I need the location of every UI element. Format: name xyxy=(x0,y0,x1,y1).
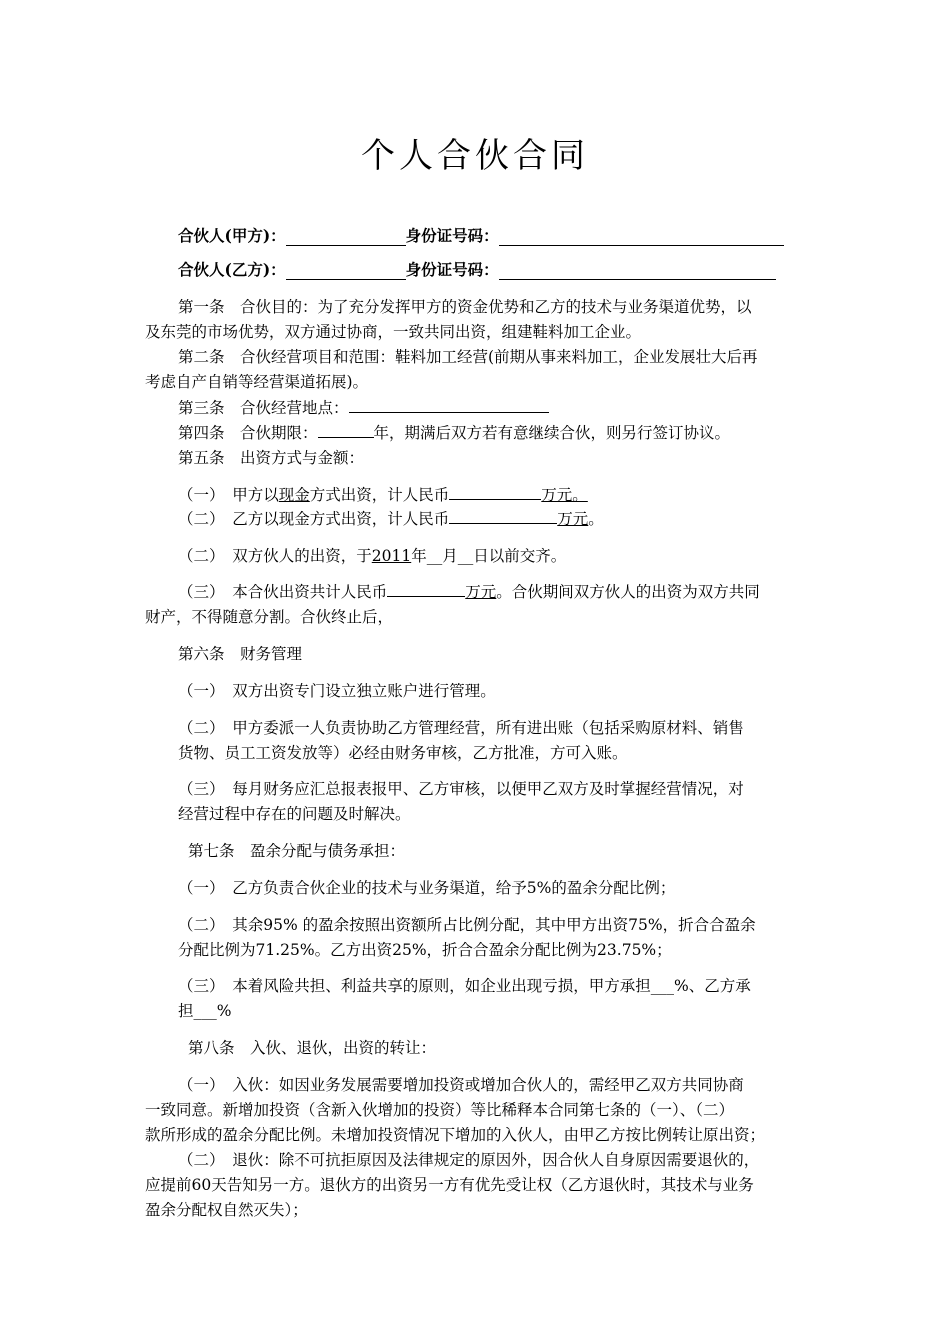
party-a-name-blank[interactable] xyxy=(286,229,406,246)
total-amount-blank[interactable] xyxy=(387,582,465,597)
item-text: （一） 甲方以 xyxy=(178,486,279,504)
article-4-pre: 第四条 合伙期限： xyxy=(178,424,318,442)
item-text: 。 xyxy=(588,510,604,528)
article-6-item-1: （一） 双方出资专门设立独立账户进行管理。 xyxy=(178,682,496,700)
article-8-item-1-line-2: 一致同意。新增加投资（含新入伙增加的投资）等比稀释本合同第七条的（一）、（二） xyxy=(145,1101,735,1119)
party-a-id-label: 身份证号码： xyxy=(405,226,499,245)
article-7-item-2-line-2: 分配比例为71.25%。乙方出资25%，折合合盈余分配比例为23.75%； xyxy=(178,941,672,959)
item-text: （三） 本合伙出资共计人民币 xyxy=(178,583,388,601)
item-text: 年__月__日以前交齐。 xyxy=(411,547,567,565)
party-a-label: 合伙人(甲方)： xyxy=(178,226,286,245)
party-b-label: 合伙人(乙方)： xyxy=(178,260,286,279)
article-4-line xyxy=(178,421,730,445)
article-7-item-1: （一） 乙方负责合伙企业的技术与业务渠道，给予5%的盈余分配比例； xyxy=(178,879,676,897)
article-8-item-2-line-1: （二） 退伙：除不可抗拒原因及法律规定的原因外，因合伙人自身原因需要退伙的， xyxy=(178,1151,760,1169)
page-title: 个人合伙合同 xyxy=(361,136,589,176)
year-text: 2011 xyxy=(371,547,412,565)
item-text: （二） 双方伙人的出资，于 xyxy=(178,547,372,565)
article-7-heading: 第七条 盈余分配与债务承担： xyxy=(188,842,406,860)
unit-text: 万元 xyxy=(557,510,589,528)
unit-text: 万元。 xyxy=(541,486,588,504)
article-8-item-1-line-1: （一） 入伙：如因业务发展需要增加投资或增加合伙人的，需经甲乙双方共同协商 xyxy=(178,1076,744,1094)
article-6-heading: 第六条 财务管理 xyxy=(178,645,303,663)
article-3-text: 第三条 合伙经营地点： xyxy=(178,399,349,417)
party-b-name-blank[interactable] xyxy=(286,263,406,280)
item-text: 方式出资，计人民币 xyxy=(309,486,450,504)
cash-text: 现金 xyxy=(278,486,310,504)
article-1-line-2: 及东莞的市场优势，双方通过协商，一致共同出资，组建鞋料加工企业。 xyxy=(145,323,642,341)
amount-a-blank[interactable] xyxy=(449,485,541,500)
article-5-item-4-line-2: 财产，不得随意分割。合伙终止后， xyxy=(145,608,394,626)
article-6-item-2-line-2: 货物、员工工资发放等）必经由财务审核，乙方批准，方可入账。 xyxy=(178,744,628,762)
amount-b-blank[interactable] xyxy=(449,509,557,524)
party-b-id-label: 身份证号码： xyxy=(405,260,499,279)
item-text: （二） 乙方以现金方式出资，计人民币 xyxy=(178,510,450,528)
article-7-item-3-line-2: 担___% xyxy=(178,1002,232,1020)
article-4-post: 年，期满后双方若有意继续合伙，则另行签订协议。 xyxy=(373,424,731,442)
party-b-row xyxy=(178,258,776,280)
article-5-item-1 xyxy=(178,483,588,507)
article-6-item-3-line-1: （三） 每月财务应汇总报表报甲、乙方审核，以便甲乙双方及时掌握经营情况，对 xyxy=(178,780,744,798)
party-a-id-blank[interactable] xyxy=(499,229,784,246)
article-8-item-2-line-3: 盈余分配权自然灭失）； xyxy=(145,1201,308,1219)
article-5-item-4 xyxy=(178,580,760,604)
article-1-line-1: 第一条 合伙目的：为了充分发挥甲方的资金优势和乙方的技术与业务渠道优势，以 xyxy=(178,298,752,316)
article-3-line xyxy=(178,396,549,420)
article-8-heading: 第八条 入伙、退伙，出资的转让： xyxy=(188,1039,437,1057)
item-text: 。合伙期间双方伙人的出资为双方共同 xyxy=(496,583,760,601)
article-2-line-2: 考虑自产自销等经营渠道拓展)。 xyxy=(145,373,369,391)
article-8-item-2-line-2: 应提前60天告知另一方。退伙方的出资另一方有优先受让权（乙方退伙时，其技术与业务 xyxy=(145,1176,754,1194)
article-2-line-1: 第二条 合伙经营项目和范围：鞋料加工经营(前期从事来料加工，企业发展壮大后再 xyxy=(178,348,758,366)
unit-text: 万元 xyxy=(465,583,497,601)
location-blank[interactable] xyxy=(349,398,549,413)
party-b-id-blank[interactable] xyxy=(499,263,776,280)
article-8-item-1-line-3: 款所形成的盈余分配比例。未增加投资情况下增加的入伙人，由甲乙方按比例转让原出资； xyxy=(145,1126,766,1144)
article-5-item-3 xyxy=(178,544,566,568)
term-blank[interactable] xyxy=(318,423,374,438)
article-7-item-3-line-1: （三） 本着风险共担、利益共享的原则，如企业出现亏损，甲方承担___%、乙方承 xyxy=(178,977,751,995)
article-5-item-2 xyxy=(178,507,604,531)
article-6-item-3-line-2: 经营过程中存在的问题及时解决。 xyxy=(178,805,411,823)
article-7-item-2-line-1: （二） 其余95% 的盈余按照出资额所占比例分配，其中甲方出资75%，折合合盈余 xyxy=(178,916,756,934)
party-a-row xyxy=(178,224,784,246)
article-5-heading: 第五条 出资方式与金额： xyxy=(178,449,365,467)
article-6-item-2-line-1: （二） 甲方委派一人负责协助乙方管理经营，所有进出账（包括采购原材料、销售 xyxy=(178,719,744,737)
